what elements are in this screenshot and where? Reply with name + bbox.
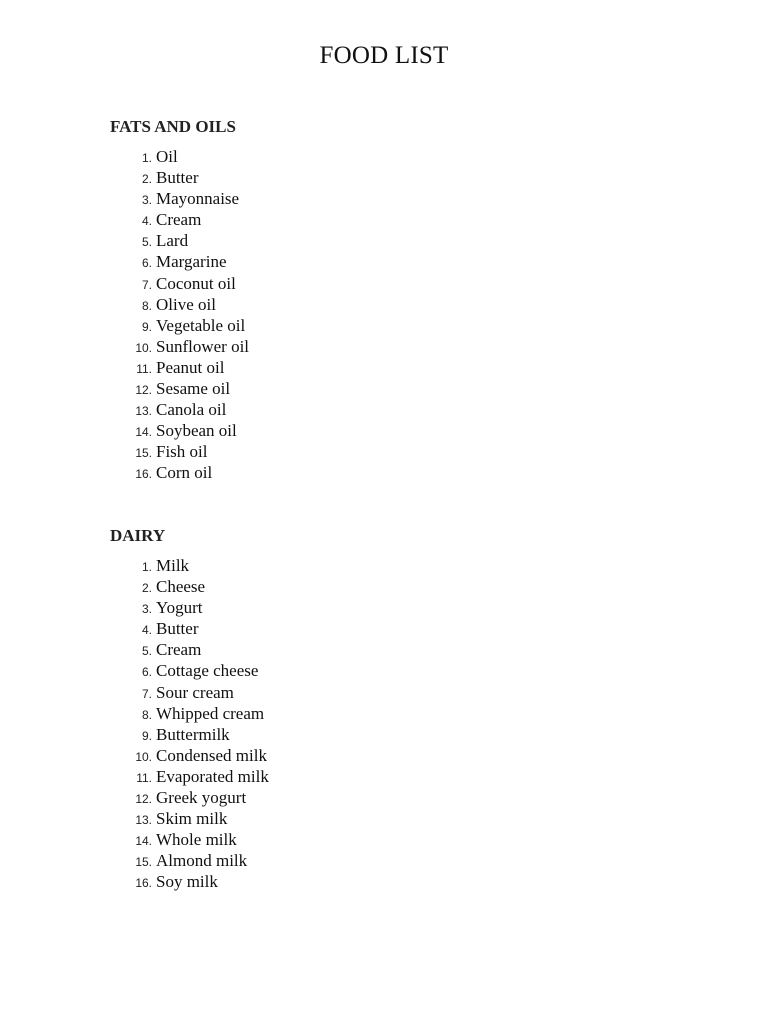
list-item-text: Sunflower oil bbox=[156, 336, 250, 356]
list-item bbox=[110, 618, 610, 639]
section-fats-and-oils bbox=[110, 116, 610, 484]
list-item bbox=[110, 336, 610, 357]
list-item-text: Corn oil bbox=[156, 463, 213, 483]
list-item-number: 8. bbox=[141, 298, 152, 313]
list-item bbox=[110, 420, 610, 441]
list-item bbox=[110, 378, 610, 399]
list-item bbox=[110, 251, 610, 272]
section-heading: FATS AND OILS bbox=[110, 117, 236, 136]
list-item-number: 4. bbox=[141, 214, 152, 229]
list-item-text: Soy milk bbox=[156, 872, 218, 892]
list-item-number: 5. bbox=[141, 644, 152, 659]
list-item-text: Vegetable oil bbox=[156, 315, 246, 335]
list-item bbox=[110, 850, 610, 871]
list-item-number: 1. bbox=[141, 151, 152, 165]
list-item bbox=[110, 146, 610, 167]
list-item bbox=[110, 724, 610, 745]
list-item-number: 14. bbox=[135, 834, 152, 849]
list-item bbox=[110, 399, 610, 420]
list-item-number: 7. bbox=[141, 277, 152, 292]
list-item bbox=[110, 639, 610, 660]
list-item bbox=[110, 808, 610, 829]
list-item-number: 8. bbox=[141, 707, 152, 722]
list-item-text: Whole milk bbox=[156, 830, 237, 850]
list-item-number: 12. bbox=[135, 383, 152, 398]
list-item-text: Butter bbox=[156, 168, 199, 188]
list-item-number: 12. bbox=[135, 792, 152, 807]
list-item bbox=[110, 555, 610, 576]
list-item-number: 14. bbox=[135, 425, 152, 440]
list-item bbox=[110, 462, 610, 483]
list-item-number: 11. bbox=[136, 770, 152, 785]
list-item bbox=[110, 273, 610, 294]
list-item-number: 5. bbox=[141, 235, 152, 250]
list-item-text: Cheese bbox=[156, 577, 206, 597]
list-item bbox=[110, 294, 610, 315]
list-item-text: Cottage cheese bbox=[156, 661, 259, 681]
list-item-text: Skim milk bbox=[156, 809, 228, 829]
list-item-text: Mayonnaise bbox=[156, 189, 240, 209]
list-item-text: Almond milk bbox=[156, 851, 248, 871]
list-item bbox=[110, 188, 610, 209]
page-title: FOOD LIST bbox=[319, 42, 449, 69]
list-item-text: Fish oil bbox=[156, 442, 208, 462]
list-item-text: Coconut oil bbox=[156, 273, 236, 293]
list-item bbox=[110, 597, 610, 618]
list-item-number: 1. bbox=[141, 560, 152, 574]
list-item-number: 11. bbox=[136, 361, 152, 376]
list-item bbox=[110, 441, 610, 462]
list-item-number: 10. bbox=[135, 749, 152, 764]
list-item-text: Milk bbox=[156, 556, 190, 575]
food-list bbox=[110, 146, 610, 484]
list-item-number: 16. bbox=[135, 876, 152, 891]
list-item-number: 2. bbox=[141, 172, 152, 187]
list-item-number: 2. bbox=[141, 581, 152, 596]
list-item-text: Cream bbox=[156, 640, 202, 660]
list-item-text: Sour cream bbox=[156, 682, 234, 702]
list-item-text: Greek yogurt bbox=[156, 788, 247, 808]
list-item bbox=[110, 766, 610, 787]
list-item-number: 9. bbox=[141, 319, 152, 334]
list-item bbox=[110, 703, 610, 724]
list-item-text: Canola oil bbox=[156, 400, 227, 420]
list-item bbox=[110, 576, 610, 597]
list-item-number: 7. bbox=[141, 686, 152, 701]
list-item-text: Condensed milk bbox=[156, 745, 267, 765]
list-item bbox=[110, 357, 610, 378]
list-item-text: Soybean oil bbox=[156, 421, 237, 441]
list-item-text: Yogurt bbox=[156, 598, 203, 618]
list-item bbox=[110, 745, 610, 766]
list-item-number: 16. bbox=[135, 467, 152, 482]
list-item-number: 6. bbox=[141, 665, 152, 680]
list-item-number: 15. bbox=[135, 855, 152, 870]
list-item bbox=[110, 682, 610, 703]
list-item-text: Oil bbox=[156, 147, 178, 166]
list-item-number: 6. bbox=[141, 256, 152, 271]
list-item-number: 9. bbox=[141, 728, 152, 743]
list-item-text: Peanut oil bbox=[156, 357, 225, 377]
list-item bbox=[110, 829, 610, 850]
list-item bbox=[110, 230, 610, 251]
list-item-number: 3. bbox=[141, 193, 152, 208]
list-item-number: 3. bbox=[141, 602, 152, 617]
list-item-text: Margarine bbox=[156, 252, 227, 272]
list-item bbox=[110, 315, 610, 336]
list-item bbox=[110, 167, 610, 188]
list-item bbox=[110, 787, 610, 808]
food-list bbox=[110, 555, 610, 893]
list-item-text: Lard bbox=[156, 231, 189, 251]
list-item-text: Whipped cream bbox=[156, 703, 265, 723]
section-heading: DAIRY bbox=[110, 526, 166, 545]
list-item-number: 15. bbox=[135, 446, 152, 461]
list-item bbox=[110, 871, 610, 892]
list-item-number: 13. bbox=[135, 404, 152, 419]
list-item-text: Olive oil bbox=[156, 294, 216, 314]
list-item-number: 4. bbox=[141, 623, 152, 638]
list-item-text: Butter bbox=[156, 619, 199, 639]
list-item-text: Buttermilk bbox=[156, 724, 230, 744]
list-item-number: 13. bbox=[135, 813, 152, 828]
list-item bbox=[110, 209, 610, 230]
list-item-number: 10. bbox=[135, 340, 152, 355]
section-dairy bbox=[110, 525, 610, 893]
list-item bbox=[110, 660, 610, 681]
list-item-text: Evaporated milk bbox=[156, 766, 269, 786]
list-item-text: Cream bbox=[156, 210, 202, 230]
list-item-text: Sesame oil bbox=[156, 379, 231, 399]
